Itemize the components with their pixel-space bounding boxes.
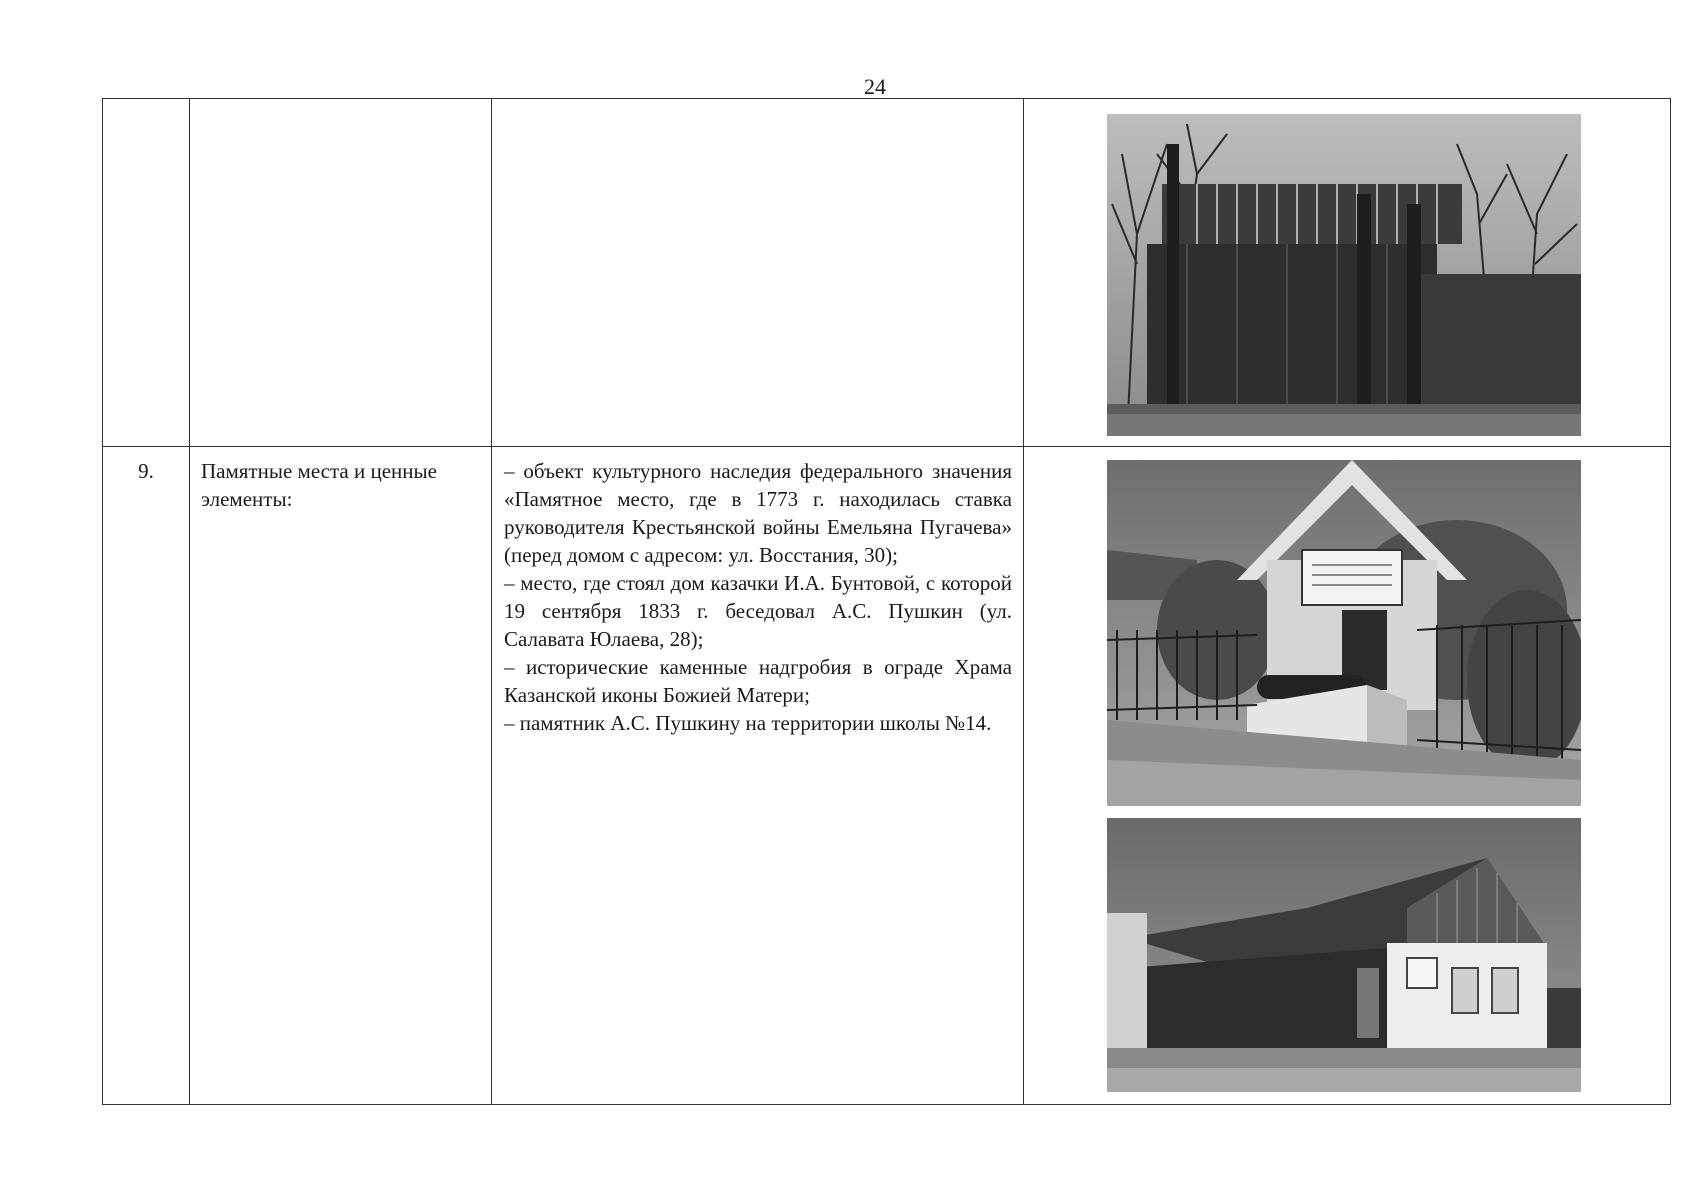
heritage-table: [102, 98, 1671, 1105]
list-item: – исторические каменные надгробия в ограде Храма Казанской иконы Божией Матери;: [504, 655, 1012, 707]
name-cell-empty: [190, 99, 492, 447]
description-cell-empty: [492, 99, 1024, 447]
photo-wooden-gate: [1107, 114, 1581, 436]
page-number: 24: [864, 74, 886, 99]
row-number: 9.: [103, 447, 190, 1105]
photo-white-house: [1107, 818, 1581, 1092]
photo-cell: [1024, 447, 1671, 1105]
list-item: – место, где стоял дом казачки И.А. Бунтовой, с которой 19 сентября 1833 г. беседовал А.С. Пушкин (ул. Салавата Юлаева, 28);: [504, 571, 1012, 651]
row-name: Памятные места и ценные элементы:: [190, 447, 492, 1105]
row-description: [492, 447, 1024, 1105]
list-item: – памятник А.С. Пушкину на территории школы №14.: [504, 711, 992, 735]
number-cell-empty: [103, 99, 190, 447]
table-row-continued: [103, 99, 1671, 447]
table-row: [103, 447, 1671, 1105]
list-item: – объект культурного наследия федерального значения «Памятное место, где в 1773 г. находилась ставка руководителя Крестьянской войны Емельяна Пугачева» (перед домом с адресом: ул. Восстания, 30);: [504, 459, 1012, 567]
photo-memorial-monument: [1107, 460, 1581, 806]
photo-cell: [1024, 99, 1671, 447]
